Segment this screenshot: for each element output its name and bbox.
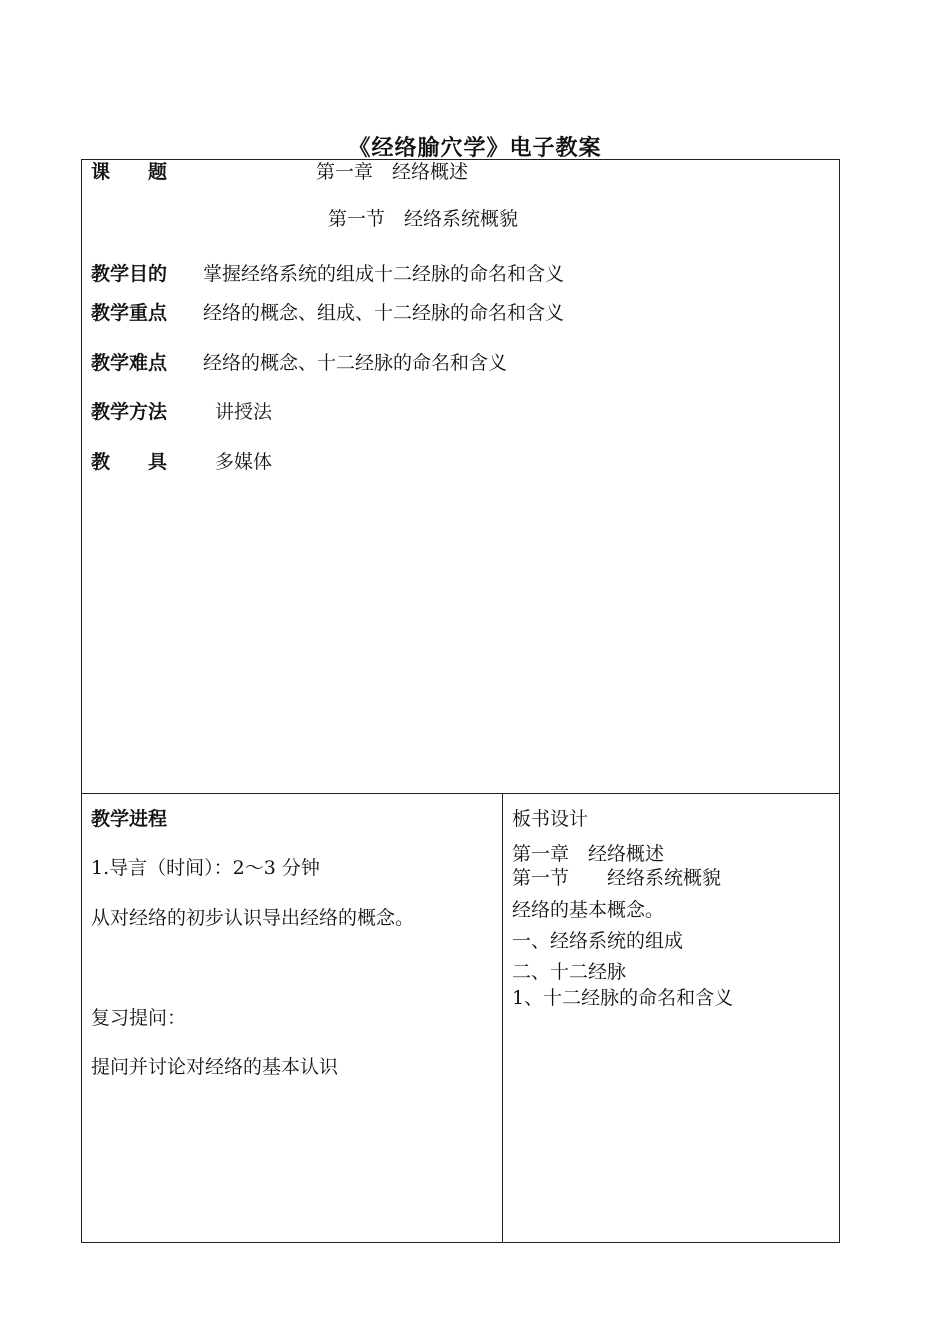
objective-label: 教学目的 [91, 263, 168, 285]
topic-label: 课 题 [91, 161, 168, 183]
process-intro: 1.导言（时间）：2～3 分钟 [91, 857, 320, 879]
document-title: 《经络腧穴学》电子教案 [348, 136, 602, 161]
difficulty-text: 经络的概念、十二经脉的命名和含义 [203, 352, 508, 374]
review-label: 复习提问： [91, 1007, 187, 1029]
process-intro-text: 从对经络的初步认识导出经络的概念。 [91, 907, 415, 929]
chapter-title: 第一章 经络概述 [316, 161, 469, 183]
column-divider [502, 793, 503, 1243]
difficulty-label: 教学难点 [91, 352, 168, 374]
board-line: 第一章 经络概述 [512, 843, 665, 865]
board-heading: 板书设计 [512, 808, 589, 830]
board-line: 1、十二经脉的命名和含义 [512, 987, 734, 1009]
board-line: 一、经络系统的组成 [512, 930, 684, 952]
board-line: 二、十二经脉 [512, 961, 627, 983]
board-line: 第一节 经络系统概貌 [512, 867, 722, 889]
method-text: 讲授法 [215, 401, 273, 423]
method-label: 教学方法 [91, 401, 168, 423]
tools-text: 多媒体 [215, 451, 273, 473]
review-text: 提问并讨论对经络的基本认识 [91, 1056, 339, 1078]
section-title: 第一节 经络系统概貌 [328, 208, 519, 230]
board-line: 经络的基本概念。 [512, 899, 665, 921]
process-heading: 教学进程 [91, 808, 168, 830]
tools-label: 教 具 [91, 451, 168, 473]
keypoint-label: 教学重点 [91, 302, 168, 324]
row-divider [81, 793, 840, 794]
keypoint-text: 经络的概念、组成、十二经脉的命名和含义 [203, 302, 565, 324]
objective-text: 掌握经络系统的组成十二经脉的命名和含义 [203, 263, 565, 285]
